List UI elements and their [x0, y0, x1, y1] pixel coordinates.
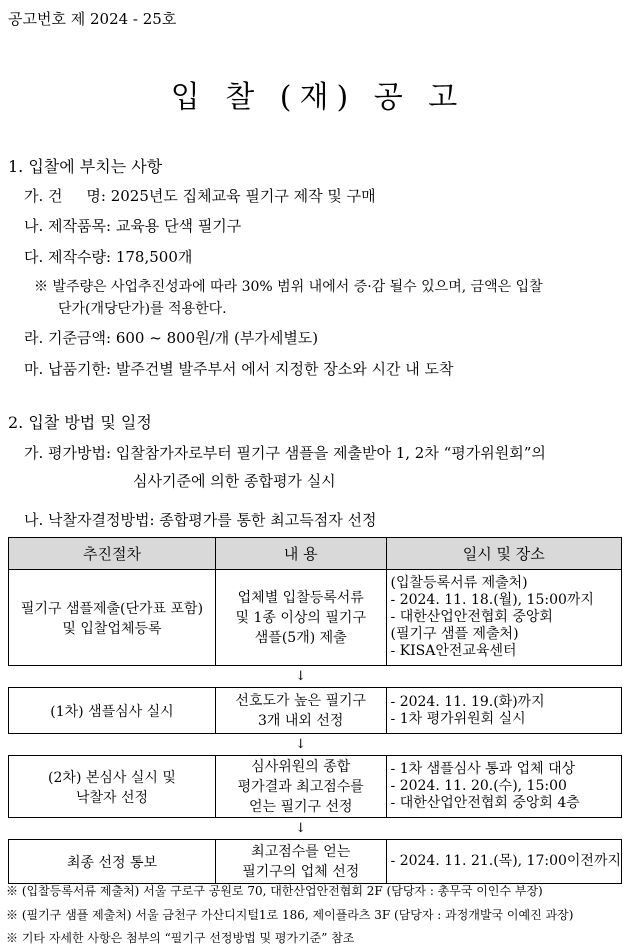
footnote: ※ (입찰등록서류 제출처) 서울 구로구 공원로 70, 대한산업안전협회 2F (담당자 : 총무국 이인수 부장) [6, 884, 543, 898]
table-row [9, 570, 622, 666]
item-label: 라. 기준금액: [24, 329, 112, 347]
gap-cell [386, 666, 621, 688]
award-method-row: 나. 낙찰자결정방법: 종합평가를 통한 최고득점자 선정 [24, 511, 377, 529]
item-label: 나. 제작품목: [24, 217, 112, 235]
item-value: 178,500개 [115, 248, 193, 266]
section1-heading: 1. 입찰에 부치는 사항 [8, 157, 163, 176]
item-quantity-row [24, 246, 192, 267]
note-line-2: 단가(개당단가)를 적용한다. [58, 301, 227, 317]
arrow-row [9, 818, 622, 840]
down-arrow-icon: ↓ [215, 666, 386, 688]
eval-label: 가. 평가방법: [24, 444, 112, 462]
step-line: 최종 선정 통보 [66, 854, 157, 871]
schedule-cell [386, 570, 621, 666]
item-label: 마. 납품기한: [24, 360, 112, 378]
footnote: ※ (필기구 샘플 제출처) 서울 금천구 가산디지털1로 186, 제이플라츠 3F (담당자 : 과정개발국 이예진 과장) [6, 908, 574, 922]
schedule-line: (필기구 샘플 제출처) [390, 626, 519, 642]
step-cell [9, 756, 216, 818]
table-header-row [9, 538, 622, 570]
schedule-cell [386, 688, 621, 734]
note-line-1: ※ 발주량은 사업추진성과에 따라 30% 범위 내에서 증·감 될수 있으며, 금액은 입찰 [34, 279, 543, 295]
content-line: 필기구의 업체 선정 [242, 863, 360, 880]
eval-line-2: 심사기준에 의한 종합평가 실시 [133, 472, 336, 490]
step-cell [9, 688, 216, 734]
header-schedule: 일시 및 장소 [386, 538, 621, 570]
footnote: ※ 기타 자세한 사항은 첨부의 “필기구 선정방법 및 평가기준” 참조 [6, 931, 355, 945]
content-cell [215, 688, 386, 734]
header-step: 추진절차 [9, 538, 216, 570]
content-line: 3개 내외 선정 [258, 712, 344, 729]
page-title: 입 찰 (재) 공 고 [170, 80, 466, 115]
schedule-cell [386, 840, 621, 884]
step-line: 필기구 샘플제출(단가표 포함) [20, 600, 204, 617]
step-line: (2차) 본심사 실시 및 [48, 769, 176, 786]
step-line: 낙찰자 선정 [75, 789, 149, 806]
content-cell [215, 570, 386, 666]
schedule-line: - 2024. 11. 19.(화)까지 [390, 693, 545, 710]
eval-line-1: 입찰참가자로부터 필기구 샘플을 제출받아 1, 2차 “평가위원회”의 [115, 444, 546, 462]
down-arrow-icon: ↓ [215, 734, 386, 756]
content-line: 선호도가 높은 필기구 [235, 692, 367, 709]
content-line: 샘플(5개) 제출 [254, 629, 347, 646]
table-row [9, 840, 622, 884]
schedule-line: - KISA안전교육센터 [390, 643, 517, 659]
gap-cell [9, 818, 216, 840]
item-delivery-row [24, 358, 454, 379]
item-value: 발주건별 발주부서 에서 지정한 장소와 시간 내 도착 [115, 360, 454, 378]
item-label: 가. 건 명: [24, 187, 106, 205]
schedule-line: - 2024. 11. 21.(목), 17:00이전까지 [390, 853, 621, 869]
gap-cell [9, 666, 216, 688]
schedule-line: - 대한산업안전협회 중앙회 [390, 609, 553, 625]
step-line: 및 입찰업체등록 [62, 620, 162, 637]
item-value: 교육용 단색 필기구 [115, 217, 242, 235]
schedule-line: - 대한산업안전협회 중앙회 4층 [390, 795, 580, 811]
notice-number: 공고번호 제 2024 - 25호 [8, 10, 177, 28]
content-line: 및 1종 이상의 필기구 [235, 609, 366, 626]
item-value: 2025년도 집체교육 필기구 제작 및 구매 [110, 187, 376, 205]
schedule-cell [386, 756, 621, 818]
item-product-row [24, 215, 241, 236]
item-base-price-row [24, 327, 318, 348]
content-line: 심사위원의 종합 [251, 758, 351, 775]
schedule-line: - 1차 평가위원회 실시 [390, 710, 526, 727]
item-name-row [24, 185, 376, 206]
content-line: 평가결과 최고점수를 [237, 778, 364, 795]
arrow-row [9, 666, 622, 688]
gap-cell [386, 734, 621, 756]
schedule-line: - 2024. 11. 20.(수), 15:00 [390, 778, 567, 794]
schedule-line: - 1차 샘플심사 통과 업체 대상 [390, 761, 576, 777]
item-value: 600 ~ 800원/개 (부가세별도) [115, 329, 319, 347]
table-row [9, 688, 622, 734]
gap-cell [386, 818, 621, 840]
schedule-table [8, 537, 622, 884]
schedule-line: - 2024. 11. 18.(월), 15:00까지 [390, 592, 594, 608]
eval-method-row [24, 442, 546, 463]
content-line: 얻는 필기구 선정 [248, 798, 353, 815]
down-arrow-icon: ↓ [215, 818, 386, 840]
content-line: 최고점수를 얻는 [251, 843, 351, 860]
content-line: 업체별 입찰등록서류 [237, 589, 364, 606]
table-row [9, 756, 622, 818]
content-cell [215, 756, 386, 818]
step-cell [9, 840, 216, 884]
section2-heading: 2. 입찰 방법 및 일정 [8, 413, 152, 432]
header-content: 내 용 [215, 538, 386, 570]
arrow-row [9, 734, 622, 756]
schedule-line: (입찰등록서류 제출처) [390, 575, 528, 591]
gap-cell [9, 734, 216, 756]
step-cell [9, 570, 216, 666]
content-cell [215, 840, 386, 884]
item-label: 다. 제작수량: [24, 248, 112, 266]
step-line: (1차) 샘플심사 실시 [50, 703, 174, 720]
